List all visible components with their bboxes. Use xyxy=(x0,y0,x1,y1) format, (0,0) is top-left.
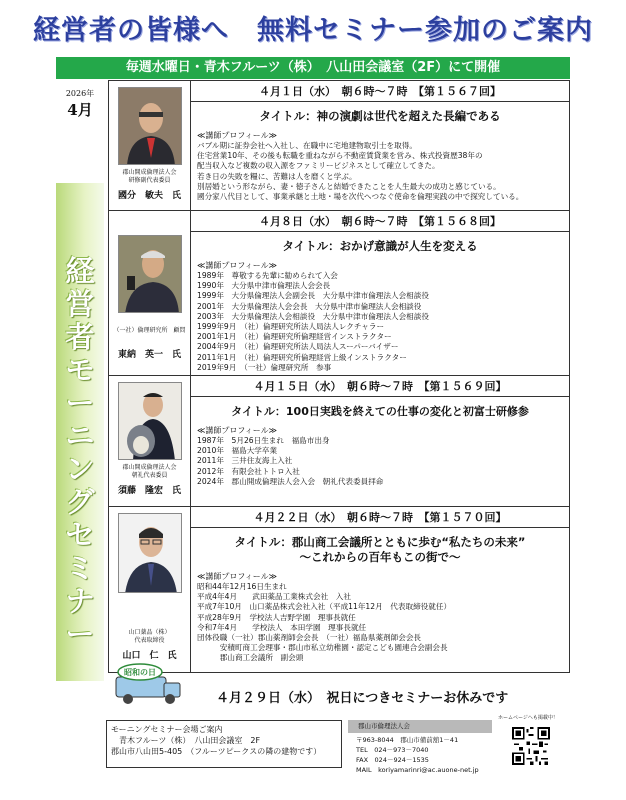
speaker-cell xyxy=(109,211,191,375)
contact-fax: FAX 024－924－1535 xyxy=(356,756,429,764)
session-date: ４月８日（水） 朝６時～７時 【第１５６８回】 xyxy=(191,211,569,232)
profile-line: 2010年 福島大学卒業 xyxy=(197,446,278,456)
session-topic: タイトル：神の演劇は世代を超えた長編である xyxy=(259,109,501,123)
profile-line: 1987年 5月26日生まれ 福島市出身 xyxy=(197,436,330,445)
speaker-cell xyxy=(109,507,191,672)
profile-line: 2012年 有限会社トトロ入社 xyxy=(197,466,300,476)
speaker-photo xyxy=(118,87,182,165)
profile-heading: ≪講師プロフィール≫ xyxy=(197,261,277,270)
speaker-photo xyxy=(118,513,182,593)
profile-line: 1999年9月 （社）倫理研究所法人局法人レクチャラー xyxy=(197,322,385,332)
speaker-profile xyxy=(197,582,569,664)
side-banner-char: モ xyxy=(65,353,95,387)
session-topic: タイトル：100日実践を終えての仕事の変化と初富士研修参 xyxy=(231,405,529,418)
session-date: ４月２２日（水） 朝６時～７時 【第１５７０回】 xyxy=(191,507,569,528)
session-content xyxy=(191,81,569,210)
speaker-name: 須藤 隆宏 氏 xyxy=(117,486,181,496)
venue-line: モーニングセミナー会場ご案内 xyxy=(111,725,223,734)
holiday-text: ４月２９日（水） 祝日につきセミナーお休みです xyxy=(216,691,509,706)
qr-area xyxy=(498,714,570,769)
side-banner-char: ン xyxy=(65,452,95,486)
contact-tel: TEL 024－973－7040 xyxy=(356,746,429,754)
venue-banner: 毎週水曜日・青木フルーツ（株） 八山田会議室（2F）にて開催 xyxy=(56,57,570,79)
venue-line: 青木フルーツ（株） 八山田会議室 2F xyxy=(111,736,261,745)
side-banner-char: ナ xyxy=(65,584,95,618)
speaker-profile xyxy=(197,141,569,202)
profile-line: 郡山商工会議所 副会頭 xyxy=(197,653,304,663)
speaker-profile xyxy=(197,271,569,373)
profile-line: 2024年 郡山開成倫理法人会入会 朝礼代表委員拝命 xyxy=(197,476,384,486)
speaker-title: 山口薬品（株） 代表取締役 xyxy=(128,629,171,644)
session-content xyxy=(191,507,569,672)
profile-heading: ≪講師プロフィール≫ xyxy=(197,131,277,140)
profile-line: 安積町商工会理事・郡山市私立幼稚園・認定こども園連合会副会長 xyxy=(197,643,448,653)
profile-line: 2011年 三井住友海上入社 xyxy=(197,456,293,466)
contact-address: 〒963-8044 郡山市備前舘1－41 xyxy=(356,736,459,744)
side-banner-char: ニ xyxy=(65,419,95,453)
speaker-title: （一社）倫理研究所 顧問 xyxy=(113,327,186,334)
profile-line: 1990年 大分県中津市倫理法人会会長 xyxy=(197,281,331,291)
page-title: 経営者の皆様へ 無料セミナー参加のご案内 xyxy=(33,15,593,46)
side-banner-char: 者 xyxy=(65,320,95,354)
session-date: ４月１５日（水） 朝６時～７時 【第１５６９回】 xyxy=(191,376,569,397)
profile-line: 2019年9月 （一社）倫理研究所 参事 xyxy=(197,362,332,372)
qr-code-icon[interactable] xyxy=(512,727,550,765)
session-table xyxy=(108,80,570,673)
side-banner-char: グ xyxy=(65,485,95,519)
profile-line: バブル期に証券会社へ入社し、在職中に宅地建物取引士を取得。 xyxy=(197,141,417,150)
session-row xyxy=(109,376,569,507)
year-label: 2026年 xyxy=(65,89,95,98)
speaker-name: 東納 英一 氏 xyxy=(117,350,181,360)
side-banner-char: セ xyxy=(65,518,95,552)
speaker-name: 山口 仁 氏 xyxy=(122,651,177,661)
session-row xyxy=(109,81,569,211)
session-row xyxy=(109,211,569,376)
profile-line: 2001年 大分県倫理法人会会長 大分県中津市倫理法人会相談役 xyxy=(197,301,422,311)
side-banner-char: ミ xyxy=(65,551,95,585)
speaker-cell xyxy=(109,376,191,506)
speaker-cell xyxy=(109,81,191,210)
session-content xyxy=(191,211,569,375)
profile-line: 國分家八代目として、事業承継と土地・場を次代へつなぐ使命を倫理実践の中で探究している。 xyxy=(197,192,524,202)
side-banner-char: 経 xyxy=(65,254,95,288)
holiday-notice xyxy=(108,668,570,713)
side-banner-char: ー xyxy=(65,617,95,651)
profile-line: 配当収入など複数の収入源をファミリービジネスとして確立してきた。 xyxy=(197,161,440,171)
profile-line: 若き日の失敗を糧に、苦難は人を磨くと学ぶ。 xyxy=(197,171,357,181)
speaker-profile xyxy=(197,436,569,487)
venue-info xyxy=(106,720,342,768)
profile-line: 平成7年10月 山口薬品株式会社入社（平成11年12月 代表取締役就任） xyxy=(197,602,452,612)
session-date: ４月１日（水） 朝６時～７時 【第１５６７回】 xyxy=(191,81,569,102)
profile-line: 2011年1月 （社）倫理研究所倫理経営上級インストラクター xyxy=(197,352,407,362)
svg-text:昭和の日: 昭和の日 xyxy=(124,668,156,677)
profile-line: 2003年 大分県倫理法人会相談役 大分県中津市倫理法人会相談役 xyxy=(197,311,429,321)
footer xyxy=(106,715,570,782)
session-topic: タイトル：おかげ意識が人生を変える xyxy=(282,239,478,253)
profile-line: 1989年 尊敬する先輩に勧められて入会 xyxy=(197,271,338,280)
qr-note: ホームページへも掲載中！ xyxy=(498,715,558,721)
contact-info xyxy=(348,720,492,782)
side-banner-char: 営 xyxy=(65,287,95,321)
session-content xyxy=(191,376,569,506)
profile-line: 平成28年9月 学校法人吉野学園 理事長就任 xyxy=(197,612,356,622)
session-row xyxy=(109,507,569,672)
venue-line: 郡山市八山田5-405 （フルーツピークスの隣の建物です） xyxy=(111,747,322,756)
month-label: 4月 xyxy=(67,101,93,119)
contact-org: 郡山市倫理法人会 xyxy=(348,720,492,733)
profile-line: 1999年 大分県倫理法人会副会長 大分県中津市倫理法人会相談役 xyxy=(197,291,429,301)
side-banner xyxy=(56,183,104,681)
profile-line: 平成4年4月 武田薬品工業株式会社 入社 xyxy=(197,592,351,602)
profile-line: 住宅営業10年、その後も転職を重ねながら不動産賃貸業を営み、株式投資歴38年の xyxy=(197,151,483,161)
profile-line: 別居婚という形ながら、妻・徳子さんと結婚できたことを人生最大の成功と感じている。 xyxy=(197,181,501,191)
session-topic: タイトル：郡山商工会議所とともに歩む“私たちの未来” ～これからの百年もこの街で～ xyxy=(234,535,526,564)
speaker-photo xyxy=(118,382,182,460)
profile-line: 2004年9月 （社）倫理研究所法人局法人スーパーバイザー xyxy=(197,342,399,352)
profile-line: 団体役職（一社）郡山薬剤師会会長 （一社）福島県薬剤師会会長 xyxy=(197,633,422,643)
profile-line: 令和7年4月 学校法人 本田学園 理事長就任 xyxy=(197,622,367,632)
profile-line: 昭和44年12月16日生まれ xyxy=(197,582,287,591)
speaker-photo xyxy=(118,235,182,313)
profile-heading: ≪講師プロフィール≫ xyxy=(197,426,277,435)
speaker-title: 郡山開成倫理法人会 研修副代表委員 xyxy=(122,169,177,184)
profile-heading: ≪講師プロフィール≫ xyxy=(197,572,277,581)
holiday-truck-icon xyxy=(112,663,186,709)
side-banner-char: ー xyxy=(65,386,95,420)
contact-mail[interactable]: MAIL koriyamarinri@ac.auone-net.jp xyxy=(356,766,479,774)
speaker-name: 國分 敏夫 氏 xyxy=(117,191,181,201)
speaker-title: 郡山開成倫理法人会 朝礼代表委員 xyxy=(122,464,177,479)
profile-line: 2001年1月 （社）倫理研究所倫理経営インストラクター xyxy=(197,332,392,342)
